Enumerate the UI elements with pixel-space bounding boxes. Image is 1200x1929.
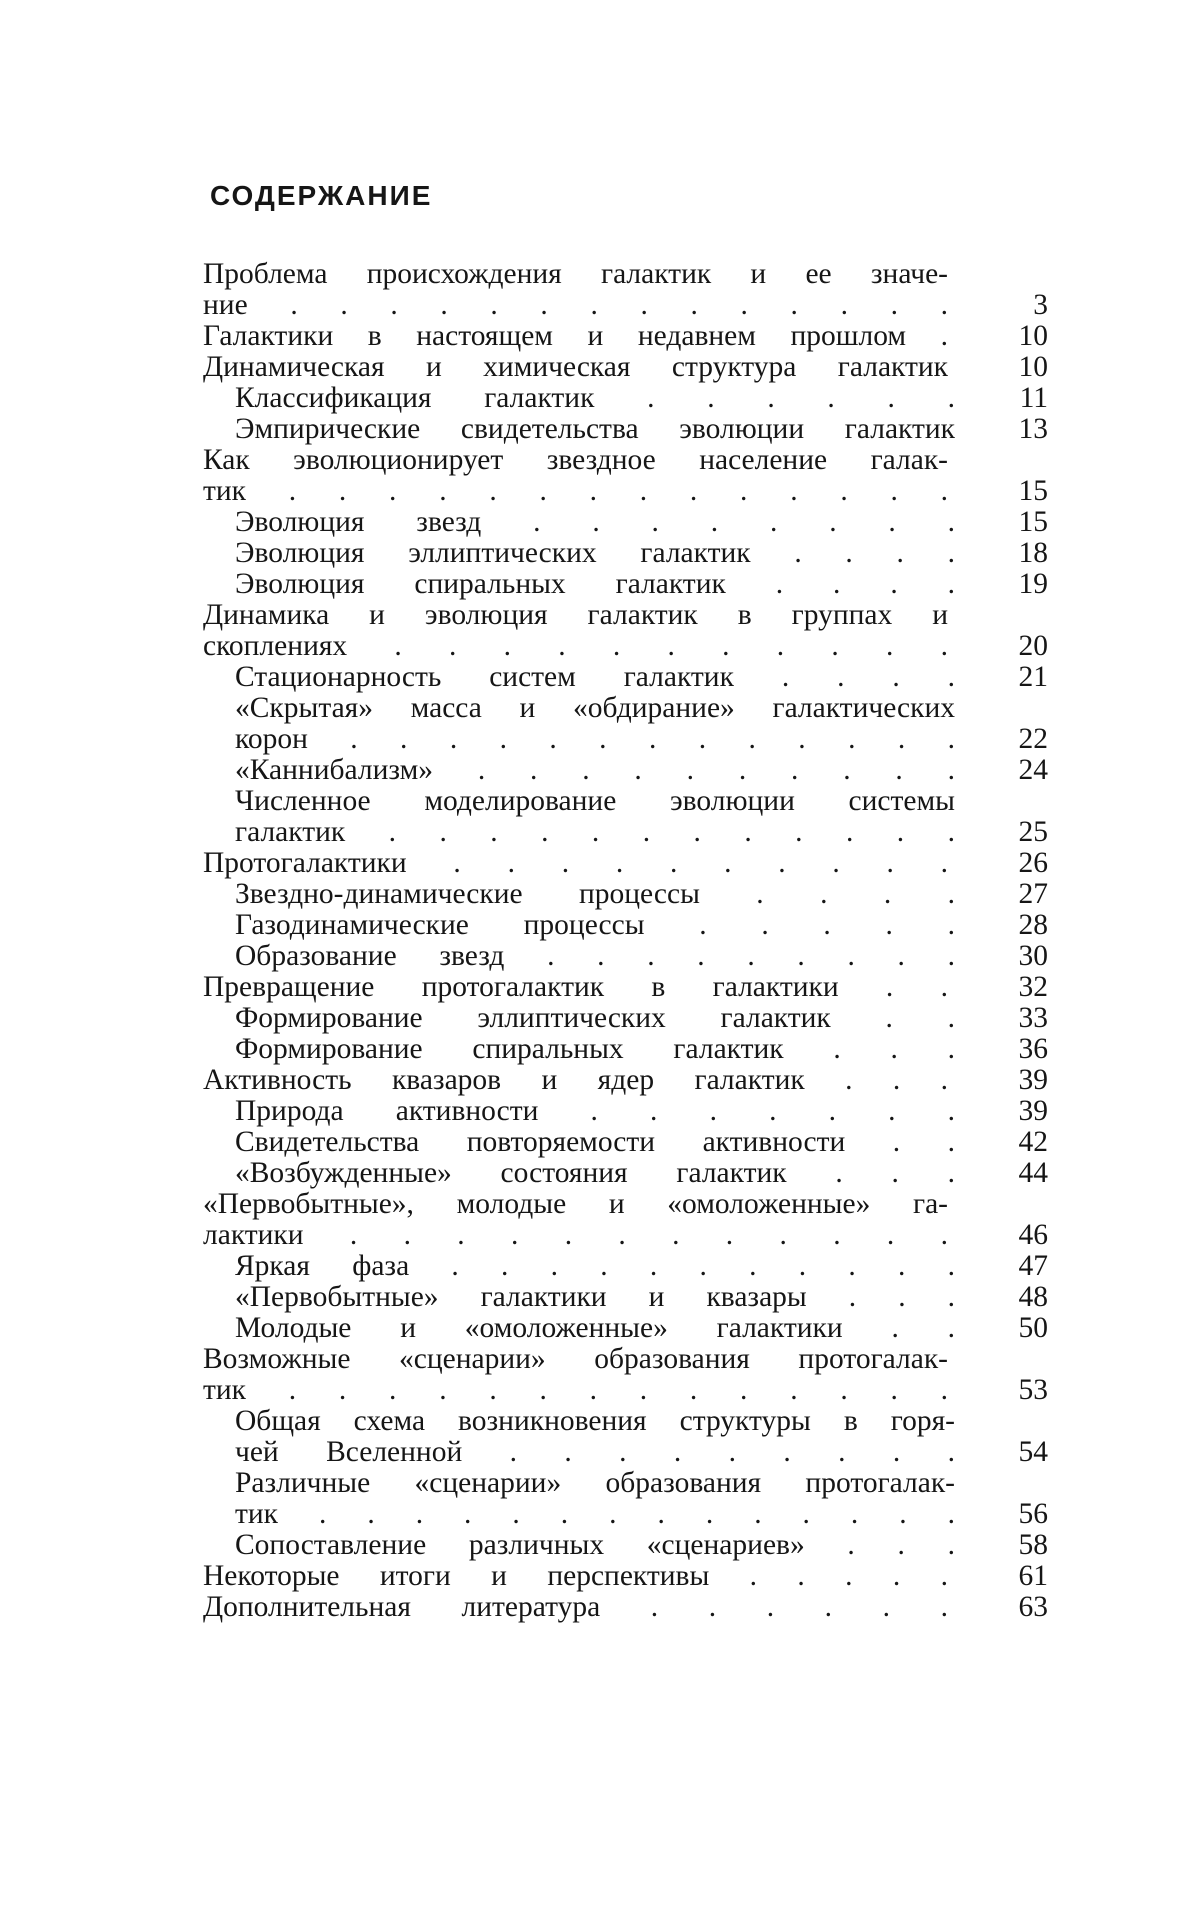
toc-entry-line: Свидетельства повторяемости активности . . [235, 1126, 955, 1158]
toc-entry [203, 1189, 1048, 1251]
toc-entry-line: Протогалактики . . . . . . . . . . [203, 847, 948, 879]
toc-entry-line: корон . . . . . . . . . . . . . [235, 723, 955, 755]
toc-entry-line: «Возбужденные» состояния галактик . . . [235, 1157, 955, 1189]
toc-entry-title [235, 569, 955, 600]
toc-subentry [203, 538, 1048, 569]
toc-entry-line: Галактики в настоящем и недавнем прошлом . [203, 320, 948, 352]
toc-page-number: 42 [1018, 1126, 1048, 1158]
toc-entry-line: Некоторые итоги и перспективы . . . . . [203, 1560, 948, 1592]
toc-page-number: 3 [1033, 289, 1048, 321]
toc-subentry [203, 755, 1048, 786]
toc-entry-title [203, 848, 948, 879]
toc-page-number: 56 [1018, 1498, 1048, 1530]
toc-entry-title [235, 1406, 955, 1468]
toc-entry-title [235, 1251, 955, 1282]
toc-page-number: 22 [1018, 723, 1048, 755]
toc-entry-line: лактики . . . . . . . . . . . . [203, 1219, 948, 1251]
toc-entry-title [203, 445, 948, 507]
toc-entry-line: галактик . . . . . . . . . . . . [235, 816, 955, 848]
toc-entry-title [235, 1127, 955, 1158]
toc-entry-title [235, 786, 955, 848]
toc-entry-line: Эволюция эллиптических галактик . . . . [235, 537, 955, 569]
toc-entry-title [235, 1313, 955, 1344]
toc-subentry [203, 1127, 1048, 1158]
toc-entry-title [235, 1034, 955, 1065]
toc-entry-line: чей Вселенной . . . . . . . . . [235, 1436, 955, 1468]
toc-page-number: 20 [1018, 630, 1048, 662]
toc-subentry [203, 1468, 1048, 1530]
toc-subentry [203, 414, 1048, 445]
toc-subentry [203, 1406, 1048, 1468]
toc-entry-line: Молодые и «омоложенные» галактики . . [235, 1312, 955, 1344]
toc-entry-line: тик . . . . . . . . . . . . . . [203, 475, 948, 507]
toc-page-number: 33 [1018, 1002, 1048, 1034]
toc-subentry [203, 1034, 1048, 1065]
toc-entry-line: Стационарность систем галактик . . . . [235, 661, 955, 693]
toc-subentry [203, 786, 1048, 848]
toc-entry-line: Проблема происхождения галактик и ее значе- [203, 258, 948, 290]
toc-entry-title [235, 1158, 955, 1189]
toc-subentry [203, 1003, 1048, 1034]
toc-page-number: 19 [1018, 568, 1048, 600]
toc-entry-line: Активность квазаров и ядер галактик . . . [203, 1064, 948, 1096]
toc-subentry [203, 879, 1048, 910]
toc-subentry [203, 1282, 1048, 1313]
toc-entry-title [235, 383, 955, 414]
toc-entry-line: ние . . . . . . . . . . . . . . [203, 289, 948, 321]
toc-page-number: 10 [1018, 351, 1048, 383]
toc-entry [203, 1065, 1048, 1096]
toc-entry-line: «Каннибализм» . . . . . . . . . . [235, 754, 955, 786]
toc-page-number: 15 [1018, 475, 1048, 507]
toc-entry-line: тик . . . . . . . . . . . . . . [203, 1374, 948, 1406]
toc-page-number: 48 [1018, 1281, 1048, 1313]
toc-page-number: 63 [1018, 1591, 1048, 1623]
toc-page-number: 36 [1018, 1033, 1048, 1065]
toc-entry-line: Динамическая и химическая структура галактик [203, 351, 948, 383]
toc-entry-line: Классификация галактик . . . . . . [235, 382, 955, 414]
toc-page-number: 13 [1018, 413, 1048, 445]
toc-page-number: 27 [1018, 878, 1048, 910]
toc-page-number: 11 [1019, 382, 1048, 414]
page-title: СОДЕРЖАНИЕ [210, 180, 433, 211]
toc-subentry [203, 693, 1048, 755]
toc-page-number: 21 [1018, 661, 1048, 693]
toc-page-number: 46 [1018, 1219, 1048, 1251]
toc-entry-line: Общая схема возникновения структуры в горя- [235, 1405, 955, 1437]
toc-entry-title [203, 321, 948, 352]
toc-entry-title [203, 600, 948, 662]
toc-entry [203, 972, 1048, 1003]
toc-entry-line: Возможные «сценарии» образования протогалак- [203, 1343, 948, 1375]
toc-subentry [203, 1158, 1048, 1189]
toc-entry-line: Образование звезд . . . . . . . . . [235, 940, 955, 972]
toc-page-number: 28 [1018, 909, 1048, 941]
toc-entry-line: Звездно-динамические процессы . . . . [235, 878, 955, 910]
toc-entry-line: Сопоставление различных «сценариев» . . . [235, 1529, 955, 1561]
toc-entry-title [203, 259, 948, 321]
toc-entry-line: Различные «сценарии» образования протогалак- [235, 1467, 955, 1499]
toc-entry-line: скоплениях . . . . . . . . . . . [203, 630, 948, 662]
toc-page-number: 61 [1018, 1560, 1048, 1592]
toc-entry [203, 352, 1048, 383]
toc-entry-line: «Первобытные» галактики и квазары . . . [235, 1281, 955, 1313]
toc-entry-title [235, 1468, 955, 1530]
toc-subentry [203, 383, 1048, 414]
toc-subentry [203, 941, 1048, 972]
toc-entry [203, 259, 1048, 321]
toc-entry-line: Динамика и эволюция галактик в группах и [203, 599, 948, 631]
toc-entry [203, 1344, 1048, 1406]
toc-page-number: 26 [1018, 847, 1048, 879]
toc-entry-line: Эволюция звезд . . . . . . . . [235, 506, 955, 538]
toc-page-number: 44 [1018, 1157, 1048, 1189]
toc-page-number: 54 [1018, 1436, 1048, 1468]
toc-entry-title [235, 910, 955, 941]
toc-entry-title [235, 1282, 955, 1313]
toc-subentry [203, 1096, 1048, 1127]
toc-page-number: 50 [1018, 1312, 1048, 1344]
toc-entry [203, 848, 1048, 879]
toc-entry-line: Эволюция спиральных галактик . . . . [235, 568, 955, 600]
toc-entry-line: «Скрытая» масса и «обдирание» галактических [235, 692, 955, 724]
toc-subentry [203, 1313, 1048, 1344]
toc-page-number: 39 [1018, 1064, 1048, 1096]
toc-page-number: 18 [1018, 537, 1048, 569]
toc-entry [203, 600, 1048, 662]
toc-entry-title [235, 941, 955, 972]
toc-entry-line: тик . . . . . . . . . . . . . . [235, 1498, 955, 1530]
toc-entry-title [235, 693, 955, 755]
toc-page-number: 47 [1018, 1250, 1048, 1282]
toc-entry-line: Как эволюционирует звездное население галак- [203, 444, 948, 476]
toc-entry-title [235, 1530, 955, 1561]
toc-entry-title [203, 352, 948, 383]
toc-entry-title [235, 662, 955, 693]
toc-entry-title [235, 879, 955, 910]
toc-entry [203, 1592, 1048, 1623]
toc-subentry [203, 1251, 1048, 1282]
toc-entry-line: Формирование спиральных галактик . . . [235, 1033, 955, 1065]
toc-entry-title [235, 1096, 955, 1127]
toc-subentry [203, 662, 1048, 693]
toc-entry-line: Формирование эллиптических галактик . . [235, 1002, 955, 1034]
toc-page-number: 15 [1018, 506, 1048, 538]
toc-entry-title [203, 1561, 948, 1592]
toc-entry-line: Превращение протогалактик в галактики . . [203, 971, 948, 1003]
toc-entry-title [203, 1189, 948, 1251]
toc-entry-line: Дополнительная литература . . . . . . [203, 1591, 948, 1623]
toc-entry-line: Природа активности . . . . . . . [235, 1095, 955, 1127]
toc-entry-line: Яркая фаза . . . . . . . . . . . [235, 1250, 955, 1282]
toc-page-number: 53 [1018, 1374, 1048, 1406]
toc-entry [203, 1561, 1048, 1592]
toc-page-number: 32 [1018, 971, 1048, 1003]
toc-entry-title [203, 972, 948, 1003]
toc-entry-line: Эмпирические свидетельства эволюции галактик [235, 413, 955, 445]
toc-page-number: 58 [1018, 1529, 1048, 1561]
toc-subentry [203, 569, 1048, 600]
toc-page-number: 39 [1018, 1095, 1048, 1127]
toc-entry [203, 321, 1048, 352]
toc-page-number: 30 [1018, 940, 1048, 972]
toc-page-number: 10 [1018, 320, 1048, 352]
toc-entry-title [235, 538, 955, 569]
toc-entry-title [203, 1065, 948, 1096]
toc-entry-line: «Первобытные», молодые и «омоложенные» га- [203, 1188, 948, 1220]
toc-entry-title [235, 1003, 955, 1034]
toc-subentry [203, 910, 1048, 941]
toc-page-number: 25 [1018, 816, 1048, 848]
toc-entry-title [235, 414, 955, 445]
toc-entry-line: Газодинамические процессы . . . . . [235, 909, 955, 941]
table-of-contents [203, 259, 1048, 1623]
toc-entry-title [235, 755, 955, 786]
toc-entry-title [203, 1592, 948, 1623]
toc-entry [203, 445, 1048, 507]
toc-entry-line: Численное моделирование эволюции системы [235, 785, 955, 817]
toc-entry-title [235, 507, 955, 538]
toc-subentry [203, 507, 1048, 538]
toc-subentry [203, 1530, 1048, 1561]
toc-entry-title [203, 1344, 948, 1406]
toc-page-number: 24 [1018, 754, 1048, 786]
